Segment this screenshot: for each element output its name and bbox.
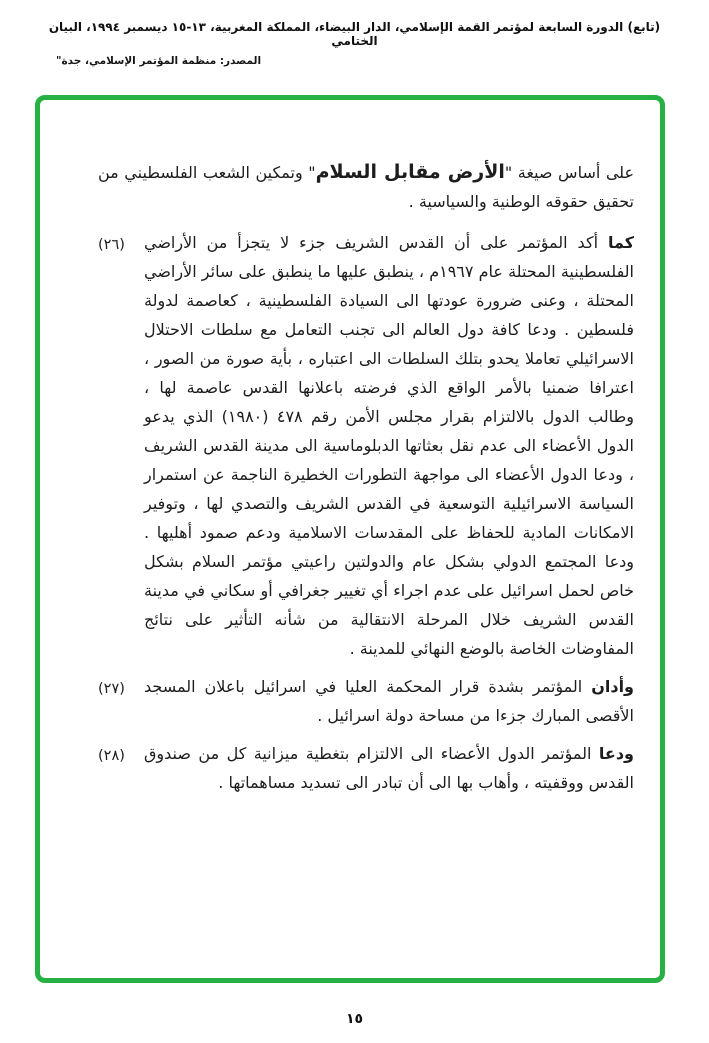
clause-28-lead-word: ودعا bbox=[598, 744, 634, 763]
intro-bold-phrase: الأرض مقابل السلام bbox=[315, 161, 505, 183]
scanned-text-content bbox=[98, 158, 634, 797]
page-footer bbox=[0, 1008, 709, 1027]
intro-paragraph bbox=[98, 158, 634, 216]
clause-26 bbox=[98, 228, 634, 663]
clause-28 bbox=[98, 739, 634, 797]
clause-27-lead-word: وأدان bbox=[591, 677, 634, 696]
clause-26-body: أكد المؤتمر على أن القدس الشريف جزء لا يتجزأ من الأراضي الفلسطينية المحتلة عام ١٩٦٧م ، ينطبق عليها ما ينطبق على سائر الأراضي المحتلة ، وعنى ضرورة عودتها الى السيادة الفلسطينية ، كعاصمة لدولة فلسطين . ودعا كافة دول العالم الى تجنب التعامل مع سلطات الاحتلال الاسرائيلي تعاملا يحدو بتلك السلطات الى اعتباره ، بأية صورة من الصور ، اعترافا ضمنيا بالأمر الواقع الذي فرضته باعلانها القدس عاصمة لها ، وطالب الدول بالالتزام بقرار مجلس الأمن رقم ٤٧٨ (١٩٨٠) الذي يدعو الدول الأعضاء الى عدم نقل بعثاتها الدبلوماسية الى مدينة القدس الشريف ، ودعا الدول الأعضاء الى مواجهة التطورات الخطيرة الناجمة عن استمرار السياسة الاسرائيلية التوسعية في القدس الشريف والتصدي لها ، وتوفير الامكانات المادية للحفاظ على المقدسات الاسلامية ودعم صمود أهليها . ودعا المجتمع الدولي بشكل عام والدولتين راعيتي مؤتمر السلام بشكل خاص لحمل اسرائيل على عدم اجراء أي تغيير جغرافي أو سكاني في مدينة القدس الشريف خلال المرحلة الانتقالية من شأنه التأثير على نتائج المفاوضات الخاصة بالوضع النهائي للمدينة . bbox=[144, 233, 635, 658]
clause-28-text bbox=[144, 739, 634, 797]
scanned-page-frame bbox=[35, 95, 665, 983]
intro-text-after: " وتمكين الشعب الفلسطيني من تحقيق حقوقه الوطنية والسياسية . bbox=[98, 163, 634, 211]
document-header bbox=[0, 0, 709, 67]
clause-28-number: (٢٨) bbox=[98, 748, 125, 764]
clause-27-number: (٢٧) bbox=[98, 681, 125, 697]
clause-27 bbox=[98, 672, 634, 730]
header-source: المصدر: منظمة المؤتمر الإسلامي، جدة" bbox=[56, 55, 262, 67]
clause-27-body: المؤتمر بشدة قرار المحكمة العليا في اسرائيل باعلان المسجد الأقصى المبارك جزءا من مساحة دولة اسرائيل . bbox=[144, 677, 634, 725]
page-number: ١٥ bbox=[345, 1011, 364, 1027]
clause-26-lead-word: كما bbox=[607, 233, 634, 252]
intro-text-before: على أساس صيغة " bbox=[504, 163, 634, 182]
clause-27-text bbox=[144, 672, 634, 730]
clause-28-body: المؤتمر الدول الأعضاء الى الالتزام بتغطية ميزانية كل من صندوق القدس ووقفيته ، وأهاب بها الى أن تبادر الى تسديد مساهماتها . bbox=[144, 744, 634, 792]
header-title: (تابع) الدورة السابعة لمؤتمر القمة الإسلامي، الدار البيضاء، المملكة المغربية، ١٣-١٥ ديسمبر ١٩٩٤، البيان الختامي bbox=[48, 20, 661, 48]
clause-26-number: (٢٦) bbox=[98, 237, 125, 253]
clause-26-text bbox=[144, 228, 634, 663]
